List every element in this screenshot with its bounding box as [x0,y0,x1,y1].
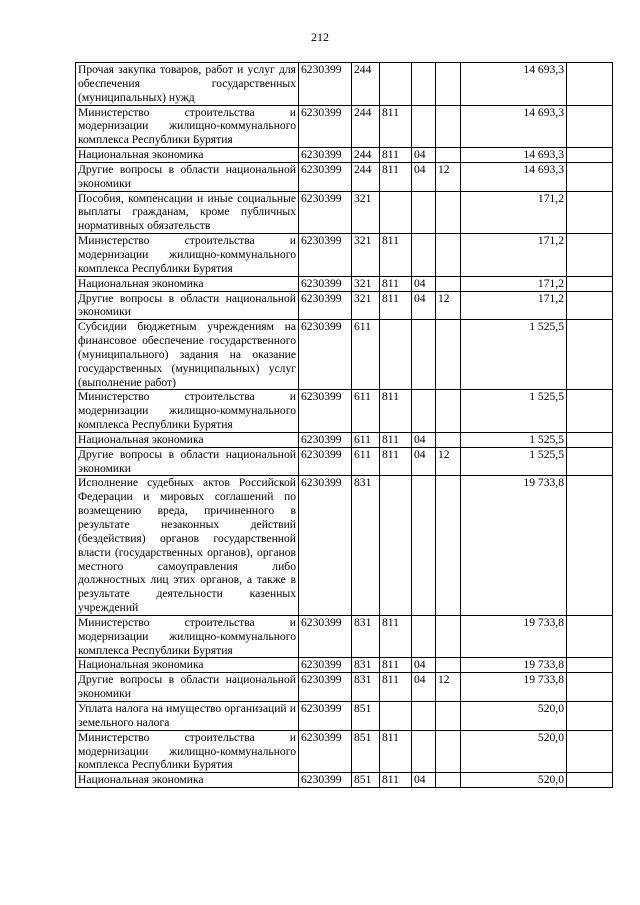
page-number: 212 [311,30,329,44]
row-section [412,191,436,234]
row-ministry-code: 811 [380,276,412,291]
table-row [76,105,613,148]
row-ministry-code: 811 [380,390,412,433]
row-empty-cell [567,276,613,291]
row-empty-cell [567,162,613,191]
row-amount: 520,0 [461,730,567,773]
row-name: Министерство строительства и модернизации жилищно-коммунального комплекса Республики Бурятия [76,234,299,277]
row-target-article: 6230399 [299,148,352,163]
row-amount: 171,2 [461,234,567,277]
row-expense-type: 244 [352,162,380,191]
row-expense-type: 321 [352,191,380,234]
row-target-article: 6230399 [299,291,352,320]
row-amount: 1 525,5 [461,447,567,476]
row-name: Национальная экономика [76,148,299,163]
row-target-article: 6230399 [299,615,352,658]
row-amount: 171,2 [461,276,567,291]
row-amount: 14 693,3 [461,162,567,191]
row-target-article: 6230399 [299,105,352,148]
row-target-article: 6230399 [299,447,352,476]
table-row [76,162,613,191]
table-row [76,730,613,773]
row-subsection [436,658,461,673]
row-expense-type: 831 [352,658,380,673]
row-name: Субсидии бюджетным учреждениям на финансовое обеспечение государственного (муниципального) задания на оказание государственных (муниципальных) услуг (выполнение работ) [76,320,299,390]
table-row [76,276,613,291]
table-row [76,701,613,730]
row-section: 04 [412,773,436,788]
row-section [412,320,436,390]
row-ministry-code [380,701,412,730]
row-subsection: 12 [436,673,461,702]
row-empty-cell [567,658,613,673]
row-name: Национальная экономика [76,432,299,447]
row-subsection: 12 [436,447,461,476]
row-subsection [436,63,461,106]
row-expense-type: 244 [352,148,380,163]
row-empty-cell [567,234,613,277]
row-name: Пособия, компенсации и иные социальные выплаты гражданам, кроме публичных нормативных обязательств [76,191,299,234]
row-section [412,701,436,730]
row-amount: 14 693,3 [461,63,567,106]
row-subsection: 12 [436,162,461,191]
row-subsection [436,432,461,447]
row-section: 04 [412,162,436,191]
row-expense-type: 831 [352,673,380,702]
row-amount: 171,2 [461,191,567,234]
table-row [76,63,613,106]
row-amount: 19 733,8 [461,615,567,658]
row-section: 04 [412,291,436,320]
table-row [76,476,613,615]
row-subsection [436,148,461,163]
row-section: 04 [412,447,436,476]
table-row [76,191,613,234]
row-subsection [436,615,461,658]
row-ministry-code: 811 [380,148,412,163]
row-expense-type: 851 [352,773,380,788]
row-target-article: 6230399 [299,234,352,277]
row-name: Национальная экономика [76,773,299,788]
row-target-article: 6230399 [299,320,352,390]
row-empty-cell [567,730,613,773]
table-row [76,291,613,320]
row-subsection [436,390,461,433]
row-expense-type: 321 [352,276,380,291]
table-row [76,658,613,673]
row-section: 04 [412,276,436,291]
row-ministry-code [380,476,412,615]
row-section [412,615,436,658]
row-expense-type: 321 [352,234,380,277]
row-subsection [436,234,461,277]
row-subsection [436,105,461,148]
row-name: Прочая закупка товаров, работ и услуг для обеспечения государственных (муниципальных) нужд [76,63,299,106]
row-section [412,390,436,433]
table-row [76,615,613,658]
row-amount: 1 525,5 [461,390,567,433]
row-amount: 19 733,8 [461,673,567,702]
row-expense-type: 851 [352,730,380,773]
row-name: Другие вопросы в области национальной экономики [76,162,299,191]
row-target-article: 6230399 [299,191,352,234]
row-ministry-code: 811 [380,673,412,702]
row-empty-cell [567,320,613,390]
table-row [76,773,613,788]
row-expense-type: 611 [352,432,380,447]
row-amount: 1 525,5 [461,432,567,447]
row-section: 04 [412,658,436,673]
row-subsection [436,191,461,234]
row-name: Национальная экономика [76,658,299,673]
row-empty-cell [567,148,613,163]
row-ministry-code: 811 [380,447,412,476]
row-name: Другие вопросы в области национальной экономики [76,673,299,702]
row-empty-cell [567,432,613,447]
row-target-article: 6230399 [299,432,352,447]
row-section: 04 [412,673,436,702]
table-row [76,390,613,433]
row-expense-type: 831 [352,615,380,658]
row-amount: 14 693,3 [461,105,567,148]
row-empty-cell [567,701,613,730]
row-target-article: 6230399 [299,276,352,291]
table-row [76,673,613,702]
row-name: Уплата налога на имущество организаций и земельного налога [76,701,299,730]
row-empty-cell [567,291,613,320]
row-ministry-code: 811 [380,162,412,191]
row-expense-type: 611 [352,390,380,433]
row-ministry-code: 811 [380,730,412,773]
row-target-article: 6230399 [299,730,352,773]
row-expense-type: 611 [352,447,380,476]
table-row [76,432,613,447]
budget-table [75,62,613,788]
row-name: Министерство строительства и модернизации жилищно-коммунального комплекса Республики Бурятия [76,615,299,658]
row-name: Другие вопросы в области национальной экономики [76,291,299,320]
row-amount: 19 733,8 [461,476,567,615]
row-empty-cell [567,615,613,658]
row-name: Национальная экономика [76,276,299,291]
row-ministry-code [380,63,412,106]
row-name: Другие вопросы в области национальной экономики [76,447,299,476]
row-section [412,63,436,106]
row-subsection [436,730,461,773]
row-amount: 171,2 [461,291,567,320]
row-target-article: 6230399 [299,773,352,788]
row-section [412,730,436,773]
row-section: 04 [412,432,436,447]
row-amount: 520,0 [461,701,567,730]
table-row [76,148,613,163]
table-row [76,234,613,277]
table-row [76,320,613,390]
row-expense-type: 851 [352,701,380,730]
row-ministry-code: 811 [380,234,412,277]
table-row [76,447,613,476]
row-section [412,234,436,277]
row-target-article: 6230399 [299,658,352,673]
row-amount: 19 733,8 [461,658,567,673]
row-expense-type: 611 [352,320,380,390]
row-empty-cell [567,191,613,234]
row-target-article: 6230399 [299,701,352,730]
row-name: Министерство строительства и модернизации жилищно-коммунального комплекса Республики Бурятия [76,390,299,433]
row-ministry-code: 811 [380,615,412,658]
row-empty-cell [567,63,613,106]
row-empty-cell [567,673,613,702]
row-subsection [436,701,461,730]
row-expense-type: 244 [352,105,380,148]
row-target-article: 6230399 [299,162,352,191]
row-amount: 1 525,5 [461,320,567,390]
row-amount: 14 693,3 [461,148,567,163]
row-target-article: 6230399 [299,63,352,106]
row-subsection [436,476,461,615]
row-target-article: 6230399 [299,390,352,433]
row-ministry-code [380,320,412,390]
row-ministry-code [380,191,412,234]
row-section: 04 [412,148,436,163]
row-empty-cell [567,476,613,615]
row-subsection [436,320,461,390]
table-body [76,63,613,788]
row-section [412,105,436,148]
row-name: Министерство строительства и модернизации жилищно-коммунального комплекса Республики Бурятия [76,730,299,773]
row-expense-type: 244 [352,63,380,106]
row-amount: 520,0 [461,773,567,788]
row-expense-type: 831 [352,476,380,615]
row-target-article: 6230399 [299,476,352,615]
row-ministry-code: 811 [380,432,412,447]
row-name: Исполнение судебных актов Российской Федерации и мировых соглашений по возмещению вреда, причиненного в результате незаконных действий (бездействия) органов государственной власти (государственных органов), органов местного самоуправления либо должностных лиц этих органов, а также в результате деятельности казенных учреждений [76,476,299,615]
row-ministry-code: 811 [380,105,412,148]
row-ministry-code: 811 [380,658,412,673]
row-subsection [436,773,461,788]
row-empty-cell [567,390,613,433]
row-expense-type: 321 [352,291,380,320]
row-target-article: 6230399 [299,673,352,702]
row-empty-cell [567,447,613,476]
row-subsection [436,276,461,291]
row-empty-cell [567,773,613,788]
row-subsection: 12 [436,291,461,320]
row-section [412,476,436,615]
row-empty-cell [567,105,613,148]
row-name: Министерство строительства и модернизации жилищно-коммунального комплекса Республики Бурятия [76,105,299,148]
row-ministry-code: 811 [380,291,412,320]
row-ministry-code: 811 [380,773,412,788]
